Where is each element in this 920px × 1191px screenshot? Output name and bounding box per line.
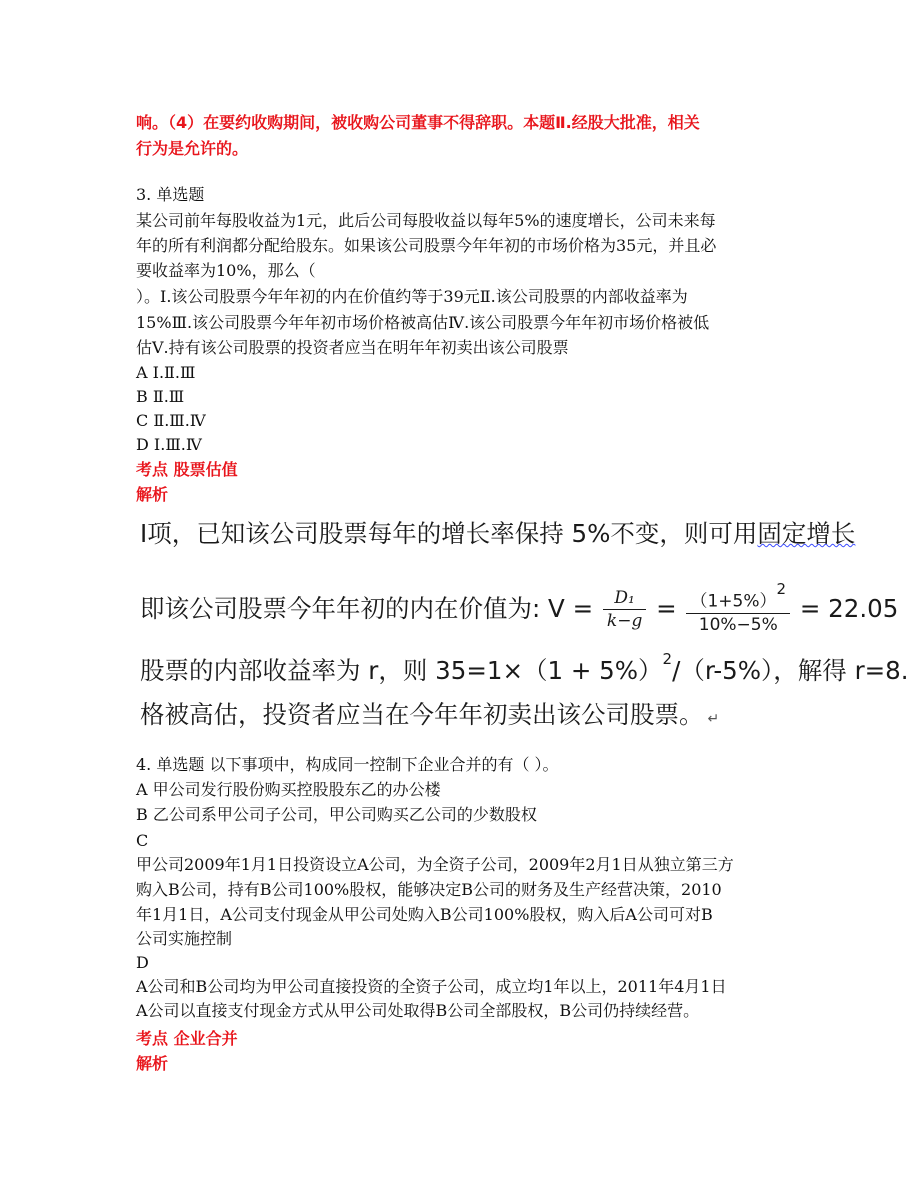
q3-stem-line-5: 15%Ⅲ.该公司股票今年年初市场价格被高估Ⅳ.该公司股票今年年初市场价格被低: [136, 313, 710, 332]
intro-line-2: 行为是允许的。: [136, 139, 249, 158]
q3-header: 3. 单选题: [136, 185, 205, 204]
q3-explanation-line-3: [140, 649, 909, 687]
fraction-d1-over-k-minus-g: [603, 587, 646, 632]
q3-stem-line-3: 要收益率为10%，那么（: [136, 261, 316, 280]
q4-option-d-line-2: A公司以直接支付现金方式从甲公司处取得B公司全部股权，B公司仍持续经营。: [136, 1001, 700, 1020]
q3-explanation-line-1: [140, 515, 855, 550]
formula-prefix: 即该公司股票今年年初的内在价值为: V =: [140, 593, 601, 623]
q3-option-b: B Ⅱ.Ⅲ: [136, 387, 185, 406]
spellcheck-underlined-text: 固定增长: [757, 519, 856, 548]
q4-option-b: B 乙公司系甲公司子公司，甲公司购买乙公司的少数股权: [136, 805, 537, 824]
irr-text-a: 股票的内部收益率为 r，则 35=1×（1 + 5%）: [140, 656, 663, 685]
q4-option-d-line-1: A公司和B公司均为甲公司直接投资的全资子公司，成立均1年以上，2011年4月1日: [136, 977, 727, 996]
q4-option-c-line-4: 公司实施控制: [136, 929, 233, 948]
q3-explanation-line-4: [140, 696, 719, 731]
q3-option-c: C Ⅱ.Ⅲ.Ⅳ: [136, 411, 206, 430]
fraction-denominator: 10%−5%: [698, 614, 778, 635]
q4-kaodian: 考点 企业合并: [136, 1029, 238, 1048]
fraction-numerator: （1+5%）: [690, 591, 777, 612]
fraction-growth: [686, 580, 790, 636]
intro-line-1: 响。（4）在要约收购期间，被收购公司董事不得辞职。本题Ⅱ.经股大批准，相关: [136, 113, 700, 132]
q4-option-c-line-1: 甲公司2009年1月1日投资设立A公司，为全资子公司，2009年2月1日从独立第三方: [136, 855, 734, 874]
q3-option-d: D Ⅰ.Ⅲ.Ⅳ: [136, 435, 202, 454]
irr-text-b: /（r-5%），解得 r=8.: [672, 656, 909, 685]
q3-kaodian: 考点 股票估值: [136, 460, 238, 479]
q4-option-a: A 甲公司发行股份购买控股股东乙的办公楼: [136, 780, 441, 799]
q4-header: 4. 单选题 以下事项中，构成同一控制下企业合并的有（ ）。: [136, 755, 559, 774]
q3-explanation-formula: [140, 580, 899, 636]
conclusion-text: 格被高估，投资者应当在今年年初卖出该公司股票。: [140, 700, 704, 729]
q4-option-c-line-3: 年1月1日，A公司支付现金从甲公司处购入B公司100%股权，购入后A公司可对B: [136, 905, 713, 924]
q3-jiexi: 解析: [136, 485, 169, 504]
explanation-text: Ⅰ项，已知该公司股票每年的增长率保持 5%不变，则可用: [140, 519, 758, 548]
q4-jiexi: 解析: [136, 1054, 169, 1073]
q3-stem-line-1: 某公司前年每股收益为1元，此后公司每股收益以每年5%的速度增长，公司未来每: [136, 211, 716, 230]
fraction-numerator: D₁: [614, 588, 635, 609]
q3-stem-line-6: 估Ⅴ.持有该公司股票的投资者应当在明年年初卖出该公司股票: [136, 338, 569, 357]
paragraph-mark-icon: ↵: [707, 711, 720, 727]
q4-option-c-line-2: 购入B公司，持有B公司100%股权，能够决定B公司的财务及生产经营决策，2010: [136, 880, 722, 899]
q3-stem-line-2: 年的所有利润都分配给股东。如果该公司股票今年年初的市场价格为35元，并且必: [136, 236, 717, 255]
q3-stem-line-4: ）。Ⅰ.该公司股票今年年初的内在价值约等于39元Ⅱ.该公司股票的内部收益率为: [136, 287, 688, 306]
q3-option-a: A Ⅰ.Ⅱ.Ⅲ: [136, 363, 196, 382]
q4-option-d-label: D: [136, 953, 149, 972]
exponent: 2: [662, 649, 673, 668]
equals-sign: =: [656, 593, 677, 623]
previous-answer-continuation: [136, 110, 816, 162]
formula-result: = 22.05: [799, 593, 899, 623]
exponent: 2: [776, 580, 787, 598]
fraction-denominator: k−g: [606, 611, 643, 632]
q4-option-c-label: C: [136, 831, 149, 850]
